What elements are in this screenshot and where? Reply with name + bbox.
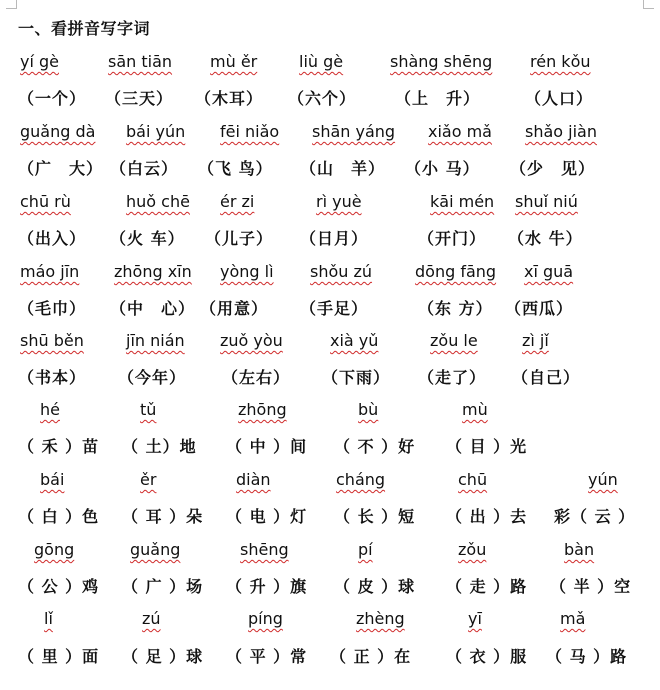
pinyin-entry: rén kǒu [530,52,591,71]
answer-word: （木耳） [195,89,264,108]
answer-word: （ 白 ）色 [18,507,100,526]
section-title: 一、看拼音写字词 [18,19,151,38]
answer-row [0,434,660,464]
answer-row [0,365,660,395]
pinyin-entry: guǎng dà [20,122,96,141]
pinyin-entry: zuǒ yòu [220,331,283,350]
answer-word: （ 长 ）短 [334,507,416,526]
pinyin-entry: sān tiān [108,52,173,71]
pinyin-entry: zhèng [356,609,405,628]
answer-word: （走了） [418,368,487,387]
pinyin-entry: bù [358,400,379,419]
answer-word: （人口） [525,89,594,108]
answer-word: （左右） [222,368,291,387]
answer-row [0,644,660,674]
pinyin-entry: zǒu [458,540,487,559]
pinyin-entry: chū [458,470,488,489]
pinyin-entry: zhōng [238,400,287,419]
pinyin-entry: shuǐ niú [515,192,578,211]
answer-word: （ 目 ）光 [446,437,528,456]
pinyin-entry: yí gè [20,52,59,71]
pinyin-entry: shǎo jiàn [525,122,597,141]
answer-word: （ 出 ）去 [446,507,528,526]
answer-word: （ 衣 ）服 [446,647,528,666]
pinyin-entry: yún [588,470,618,489]
answer-word: （少 见） [510,159,596,178]
answer-word: （儿子） [205,229,274,248]
answer-word: （ 耳 ）朵 [122,507,204,526]
answer-row [0,574,660,604]
answer-word: （开门） [418,229,487,248]
pinyin-entry: gōng [34,540,75,559]
answer-word: （今年） [118,368,187,387]
pinyin-entry: jīn nián [126,331,185,350]
pinyin-entry: hé [40,400,60,419]
pinyin-entry: lǐ [44,609,53,628]
answer-word: （手足） [300,299,369,318]
answer-word: （用意） [200,299,269,318]
answer-word: （ 正 ）在 [330,647,412,666]
pinyin-entry: mù ěr [210,52,258,71]
answer-word: （自己） [512,368,581,387]
answer-word: （ 升 ）旗 [226,577,308,596]
pinyin-row [0,122,660,152]
pinyin-entry: shān yáng [312,122,396,141]
pinyin-entry: ěr [140,470,157,489]
answer-word: （毛巾） [18,299,87,318]
answer-word: 彩（ 云 ） [554,507,636,526]
pinyin-entry: huǒ chē [126,192,190,211]
pinyin-entry: zú [142,609,161,628]
answer-row [0,226,660,256]
answer-word: （中 心） [110,299,196,318]
pinyin-entry: yī [468,609,482,628]
pinyin-entry: liù gè [299,52,344,71]
answer-word: （广 大） [18,159,104,178]
pinyin-entry: bái yún [126,122,186,141]
answer-word: （火 车） [110,229,185,248]
answer-word: （下雨） [322,368,391,387]
pinyin-entry: yòng lì [220,262,274,281]
pinyin-row [0,540,660,570]
pinyin-entry: guǎng [130,540,181,559]
pinyin-entry: diàn [236,470,271,489]
answer-word: （ 电 ）灯 [226,507,308,526]
pinyin-entry: bái [40,470,65,489]
answer-word: （三天） [105,89,174,108]
answer-word: （日月） [300,229,369,248]
answer-word: （ 公 ）鸡 [18,577,100,596]
pinyin-entry: rì yuè [316,192,362,211]
pinyin-entry: xiǎo mǎ [428,122,492,141]
answer-word: （ 皮 ）球 [334,577,416,596]
answer-word: （ 禾 ）苗 [18,437,100,456]
pinyin-row [0,192,660,222]
answer-word: （ 半 ）空 [550,577,632,596]
answer-word: （ 土）地 [122,437,197,456]
pinyin-entry: mǎ [560,609,586,628]
pinyin-entry: píng [248,609,283,628]
answer-word: （出入） [18,229,87,248]
pinyin-entry: xī guā [524,262,574,281]
answer-row [0,156,660,186]
answer-word: （白云） [110,159,179,178]
pinyin-entry: kāi mén [430,192,495,211]
page-corner-mark-left [6,0,17,9]
pinyin-entry: cháng [336,470,386,489]
answer-row [0,504,660,534]
answer-word: （上 升） [395,89,481,108]
answer-word: （东 方） [418,299,493,318]
answer-word: （ 广 ）场 [122,577,204,596]
answer-word: （ 不 ）好 [334,437,416,456]
answer-word: （ 足 ）球 [122,647,204,666]
pinyin-row [0,331,660,361]
pinyin-entry: dōng fāng [415,262,497,281]
pinyin-entry: mù [462,400,488,419]
pinyin-row [0,52,660,82]
pinyin-row [0,400,660,430]
answer-word: （小 马） [405,159,480,178]
answer-word: （ 走 ）路 [446,577,528,596]
pinyin-entry: bàn [564,540,595,559]
pinyin-entry: zì jǐ [522,331,549,350]
pinyin-entry: shǒu zú [310,262,373,281]
pinyin-row [0,470,660,500]
answer-word: （水 牛） [508,229,583,248]
answer-word: （山 羊） [300,159,386,178]
pinyin-entry: pí [358,540,373,559]
pinyin-entry: tǔ [140,400,157,419]
pinyin-entry: máo jīn [20,262,80,281]
pinyin-entry: shēng [240,540,289,559]
page-corner-mark-right [643,0,654,9]
answer-word: （书本） [18,368,87,387]
answer-word: （ 平 ）常 [226,647,308,666]
answer-word: （ 马 ）路 [546,647,628,666]
answer-word: （西瓜） [505,299,574,318]
pinyin-row [0,609,660,639]
answer-word: （六个） [288,89,357,108]
pinyin-entry: shū běn [20,331,84,350]
pinyin-row [0,262,660,292]
pinyin-entry: chū rù [20,192,71,211]
answer-row [0,296,660,326]
pinyin-entry: fēi niǎo [220,122,280,141]
pinyin-entry: shàng shēng [390,52,493,71]
pinyin-entry: xià yǔ [330,331,379,350]
answer-word: （ 里 ）面 [18,647,100,666]
pinyin-entry: zhōng xīn [114,262,192,281]
answer-row [0,86,660,116]
pinyin-entry: zǒu le [430,331,478,350]
answer-word: （一个） [18,89,87,108]
answer-word: （ 中 ）间 [226,437,308,456]
answer-word: （飞 鸟） [198,159,273,178]
pinyin-entry: ér zi [220,192,255,211]
